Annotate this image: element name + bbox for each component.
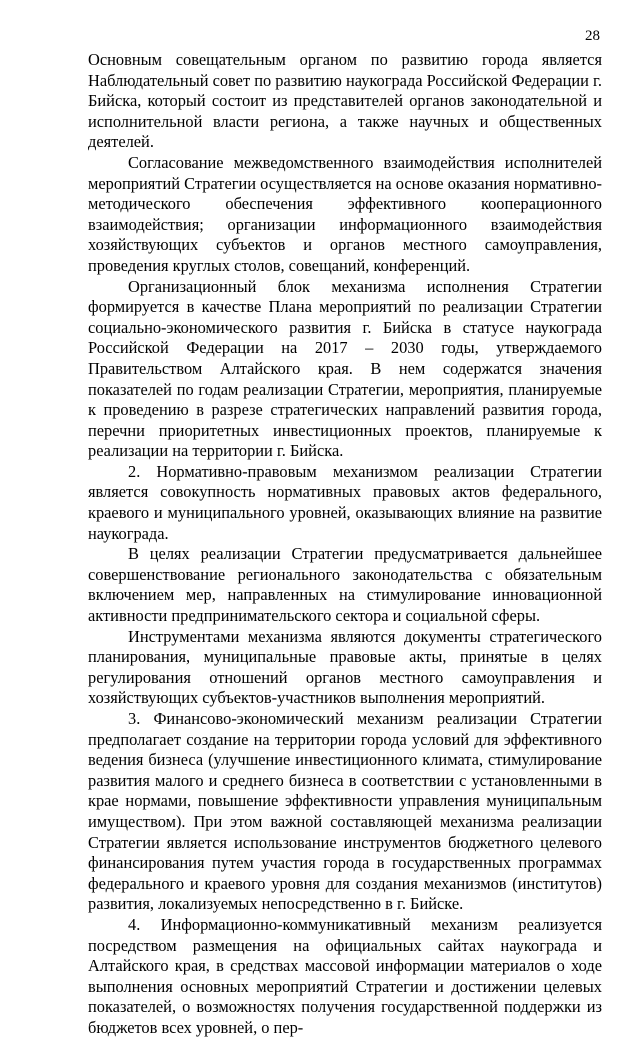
body-text: [88, 50, 602, 1039]
paragraph-regulatory-mechanism: 2. Нормативно-правовым механизмом реализации Стратегии является совокупность нормативных правовых актов федерального, краевого и муниципального уровней, оказывающих влияние на развитие наукограда.: [88, 461, 602, 543]
paragraph-interagency-coordination: Согласование межведомственного взаимодействия исполнителей мероприятий Стратегии осуществляется на основе оказания нормативно-методического обеспечения эффективного кооперационного взаимодействия; организации информационного взаимодействия хозяйствующих субъектов и органов местного самоуправления, проведения круглых столов, совещаний, конференций.: [88, 152, 602, 275]
paragraph-financial-economic-mechanism: 3. Финансово-экономический механизм реализации Стратегии предполагает создание на территории города условий для эффективного ведения бизнеса (улучшение инвестиционного климата, стимулирование развития малого и среднего бизнеса в соответствии с установленными в крае нормами, повышение эффективности управления муниципальным имуществом). При этом важной составляющей механизма реализации Стратегии является использование инструментов бюджетного целевого финансирования путем участия города в государственных программах федерального и краевого уровня для создания механизмов (институтов) развития, локализуемых непосредственно в г. Бийске.: [88, 709, 602, 914]
page-number: 28: [585, 28, 600, 44]
paragraph-organizational-block: Организационный блок механизма исполнения Стратегии формируется в качестве Плана мероприятий по реализации Стратегии социально-экономического развития г. Бийска в статусе наукограда Российской Федерации на 2017 – 2030 годы, утверждаемого Правительством Алтайского края. В нем содержатся значения показателей по годам реализации Стратегии, мероприятия, планируемые к проведению в разрезе стратегических направлений развития города, перечни приоритетных инвестиционных проектов, планируемые к реализации на территории г. Бийска.: [88, 276, 602, 461]
paragraph-regional-legislation: В целях реализации Стратегии предусматривается дальнейшее совершенствование регионального законодательства с обязательным включением мер, направленных на стимулирование инновационной активности предпринимательского сектора и социальной сферы.: [88, 544, 602, 626]
paragraph-supervisory-council: Основным совещательным органом по развитию города является Наблюдательный совет по развитию наукограда Российской Федерации г. Бийска, который состоит из представителей органов законодательной и исполнительной власти региона, а также научных и общественных деятелей.: [88, 50, 603, 152]
paragraph-information-communication-mechanism: 4. Информационно-коммуникативный механизм реализуется посредством размещения на официальных сайтах наукограда и Алтайского края, в средствах массовой информации материалов о ходе выполнения основных мероприятий Стратегии и достижении целевых показателей, о возможностях получения государственной поддержки из бюджетов всех уровней, о пер-: [88, 914, 602, 1037]
paragraph-mechanism-instruments: Инструментами механизма являются документы стратегического планирования, муниципальные правовые акты, принятые в целях регулирования отношений органов местного самоуправления и хозяйствующих субъектов-участников выполнения мероприятий.: [88, 626, 602, 708]
